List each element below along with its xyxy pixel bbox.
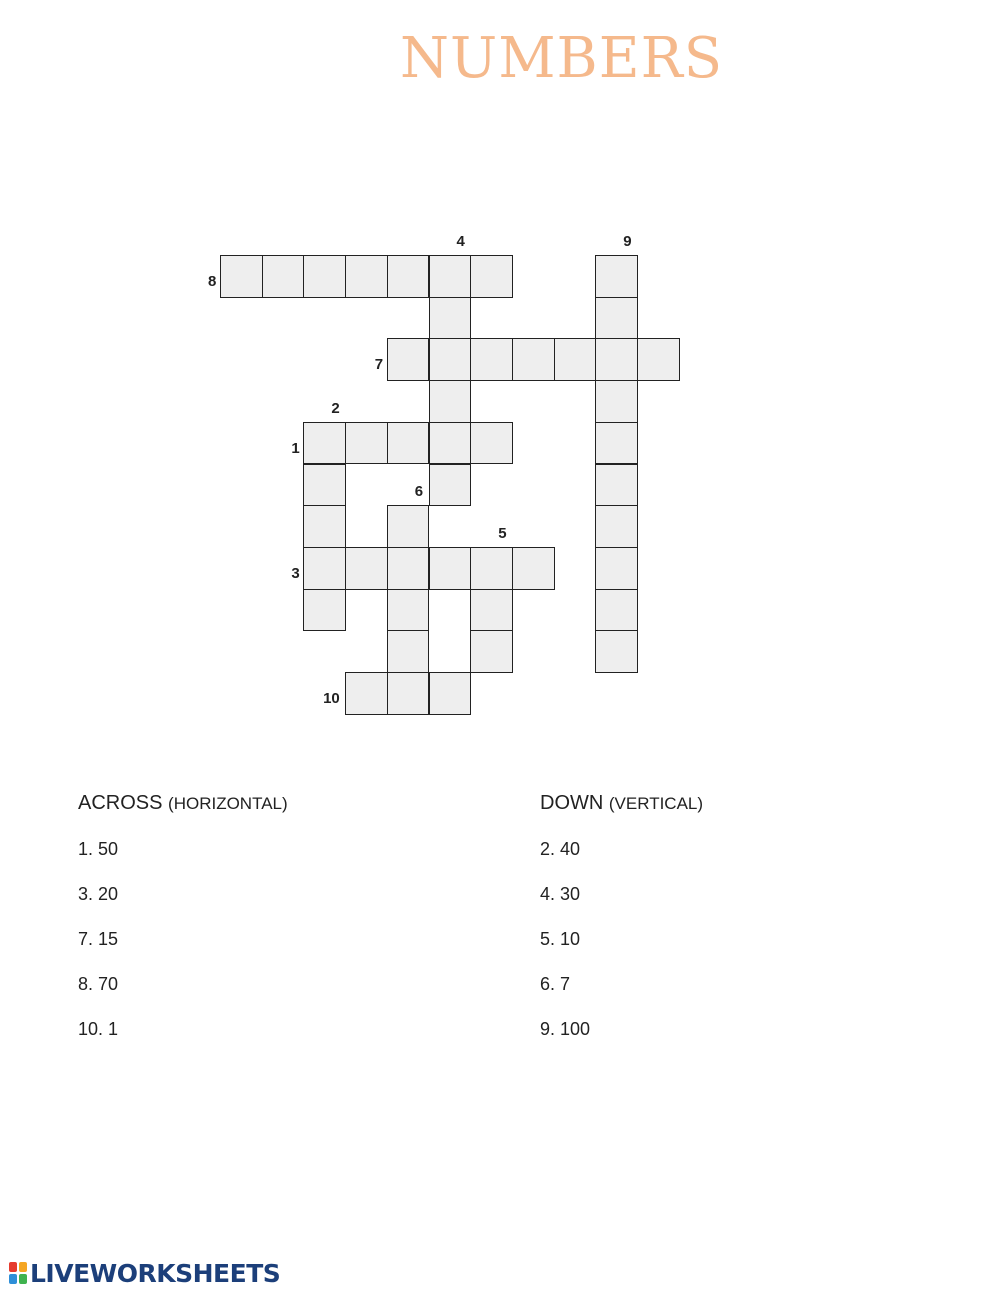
clue-number: 8 — [208, 273, 217, 290]
down-clue: 9. 100 — [540, 1019, 591, 1039]
crossword-cell[interactable] — [470, 630, 513, 673]
across-clue: 1. 50 — [78, 839, 119, 859]
clue-number: 9 — [623, 233, 632, 250]
crossword-cell[interactable] — [387, 589, 430, 632]
crossword-cell[interactable] — [387, 505, 430, 548]
logo-icon — [8, 1261, 28, 1285]
crossword-cell[interactable] — [595, 255, 638, 298]
crossword-cell[interactable] — [595, 589, 638, 632]
clue-number: 5 — [498, 524, 507, 542]
crossword-cell[interactable] — [595, 338, 638, 381]
down-clue: 4. 30 — [540, 884, 581, 904]
crossword-cell[interactable] — [387, 338, 430, 381]
across-clue: 8. 70 — [78, 974, 119, 994]
crossword-cell[interactable] — [345, 422, 388, 465]
crossword-cell[interactable] — [429, 338, 472, 381]
logo-square — [19, 1274, 27, 1284]
crossword-cell[interactable] — [345, 672, 388, 715]
across-heading-label: ACROSS — [78, 792, 163, 814]
across-subheading: (HORIZONTAL) — [168, 794, 288, 813]
crossword-cell[interactable] — [220, 255, 263, 298]
crossword-cell[interactable] — [303, 547, 346, 590]
crossword-cell[interactable] — [554, 338, 597, 381]
clue-number: 3 — [291, 564, 300, 582]
crossword-cell[interactable] — [595, 464, 638, 507]
logo-square — [9, 1262, 17, 1272]
logo-square — [19, 1262, 27, 1272]
down-subheading: (VERTICAL) — [608, 794, 704, 813]
crossword-cell[interactable] — [387, 255, 430, 298]
crossword-cell[interactable] — [387, 547, 430, 590]
crossword-cell[interactable] — [595, 422, 638, 465]
crossword-cell[interactable] — [637, 338, 680, 381]
crossword-cell[interactable] — [262, 255, 305, 298]
crossword-cell[interactable] — [470, 547, 513, 590]
down-clue: 2. 40 — [540, 839, 581, 859]
across-clue: 7. 15 — [78, 929, 119, 949]
crossword-cell[interactable] — [512, 547, 555, 590]
clue-number: 4 — [456, 233, 465, 250]
crossword-cell[interactable] — [303, 422, 346, 465]
crossword-cell[interactable] — [470, 255, 513, 298]
crossword-cell[interactable] — [470, 338, 513, 381]
crossword-cell[interactable] — [595, 547, 638, 590]
clue-number: 7 — [374, 356, 384, 374]
crossword-cell[interactable] — [387, 422, 430, 465]
crossword-cell[interactable] — [429, 255, 472, 298]
down-heading — [540, 792, 703, 815]
crossword-cell[interactable] — [429, 422, 472, 465]
page-title: NUMBERS — [400, 26, 724, 91]
crossword-cell[interactable] — [470, 589, 513, 632]
clue-number: 2 — [331, 399, 340, 417]
crossword-cell[interactable] — [303, 589, 346, 632]
liveworksheets-logo — [8, 1258, 280, 1288]
down-clue: 5. 10 — [540, 929, 581, 949]
crossword-cell[interactable] — [303, 464, 346, 507]
down-heading-label: DOWN — [540, 792, 604, 814]
crossword-cell[interactable] — [429, 297, 472, 340]
clue-number: 6 — [414, 483, 424, 501]
down-clue: 6. 7 — [540, 974, 571, 994]
crossword-cell[interactable] — [595, 630, 638, 673]
crossword-cell[interactable] — [595, 380, 638, 423]
logo-square — [9, 1274, 17, 1284]
crossword-cell[interactable] — [345, 255, 388, 298]
across-heading — [78, 792, 288, 815]
crossword-cell[interactable] — [303, 255, 346, 298]
crossword-cell[interactable] — [595, 505, 638, 548]
crossword-cell[interactable] — [429, 672, 472, 715]
crossword-cell[interactable] — [595, 297, 638, 340]
crossword-cell[interactable] — [470, 422, 513, 465]
crossword-cell[interactable] — [387, 630, 430, 673]
clue-number: 10 — [323, 690, 340, 707]
crossword-cell[interactable] — [429, 547, 472, 590]
across-clue: 10. 1 — [78, 1019, 119, 1039]
across-clue: 3. 20 — [78, 884, 119, 904]
crossword-cell[interactable] — [387, 672, 430, 715]
crossword-cell[interactable] — [429, 380, 472, 423]
crossword-cell[interactable] — [303, 505, 346, 548]
crossword-cell[interactable] — [345, 547, 388, 590]
logo-text: LIVEWORKSHEETS — [30, 1258, 281, 1288]
clue-number: 1 — [291, 439, 300, 457]
crossword-cell[interactable] — [429, 464, 472, 507]
crossword-cell[interactable] — [512, 338, 555, 381]
